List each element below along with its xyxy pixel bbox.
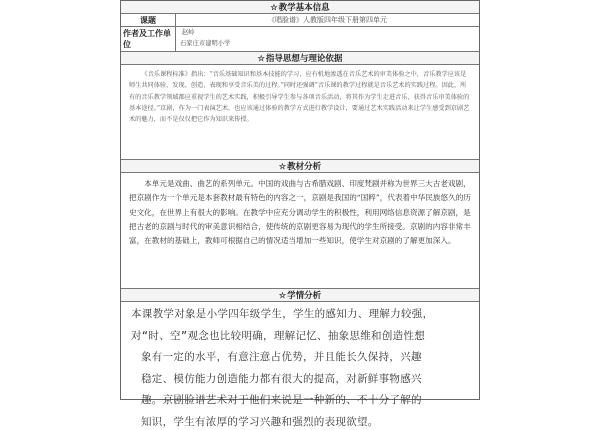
star-icon: ☆: [270, 1, 277, 13]
student-line: 稳定、模仿能力创造能力都有很大的提高，对新鲜事物感兴: [131, 369, 475, 391]
section-header-basic-info: [121, 1, 479, 14]
student-line: 对“时、空”观念也比较明确，理解记忆、抽象思维和创造性想: [131, 326, 475, 348]
section-header-guiding: [121, 52, 479, 65]
section-title: 学情分析: [287, 291, 321, 301]
topic-value: 《唱脸谱》人教版四年级下册第四单元: [176, 14, 479, 26]
student-line: 本课教学对象是小学四年级学生，学生的感知力、理解力较强，: [131, 304, 475, 326]
section-title: 教材分析: [287, 162, 321, 172]
student-line: 象有一定的水平，有意注意占优势，并且能长久保持，兴趣: [131, 347, 475, 369]
author-row: [121, 27, 479, 52]
lesson-plan-document: [120, 0, 480, 400]
material-paragraph: 本单元是戏曲、曲艺的系列单元。中国的戏曲与古希腊戏剧、印度梵剧并称为世界三大古老戏剧，把京剧作为一个单元是本套教材最有特色的内容之一，京剧是我国的“国粹”，代表着中华民族悠久的历史文化，在世界上有很大的影响。在教学中应充分调动学生的积极性，利用网络信息资源了解京剧，是把古老的京剧与时代的审美意识相结合，使传统的京剧更容易为现代的学生所接受。京剧的内容非常丰富，在教材的基础上，教师可根据自己的情况适当增加一些知识，使学生对京剧的了解更加深入。: [121, 173, 479, 289]
star-icon: ☆: [279, 289, 286, 301]
author-unit: 石家庄市建明小学: [180, 38, 475, 49]
guiding-paragraph: 《音乐课程标准》指出：“音乐基础知识和基本技能的学习，应有机地渗透在音乐艺术的审美体验之中，音乐教学应该是师生共同体验、发现、创造、表现和享受音乐美的过程。”同时还强调“音乐课的教学过程就是音乐艺术的实践过程。因此，所有的音乐教学领域都应重视学生的艺术实践，积极引导学生参与各项音乐活动，将其作为学生走进音乐，获得音乐审美体验的基本途径。”京剧，作为一门表演艺术，也应该通过体验的教学方式进行教学设计，要通过艺术实践活动来让学生感受到京剧艺术的魅力，而不是仅仅把它作为知识来传授。: [121, 65, 479, 160]
section-header-material: [121, 160, 479, 173]
section-title: 指导思想与理论依据: [266, 54, 343, 64]
star-icon: ☆: [279, 160, 286, 172]
author-label: 作者及工作单位: [121, 27, 176, 51]
section-header-student: [121, 289, 479, 302]
author-value: [176, 27, 479, 51]
topic-label: 课题: [121, 14, 176, 26]
topic-row: [121, 14, 479, 27]
author-name: 赵岭: [180, 27, 475, 38]
student-line: 趣。京剧脸谱艺术对于他们来说是一种新的、不十分了解的: [131, 390, 475, 412]
section-title: 教学基本信息: [279, 3, 330, 13]
star-icon: ☆: [258, 52, 265, 64]
student-line: 知识，学生有浓厚的学习兴趣和强烈的表现欲望。: [131, 412, 475, 430]
student-analysis: [121, 302, 479, 430]
